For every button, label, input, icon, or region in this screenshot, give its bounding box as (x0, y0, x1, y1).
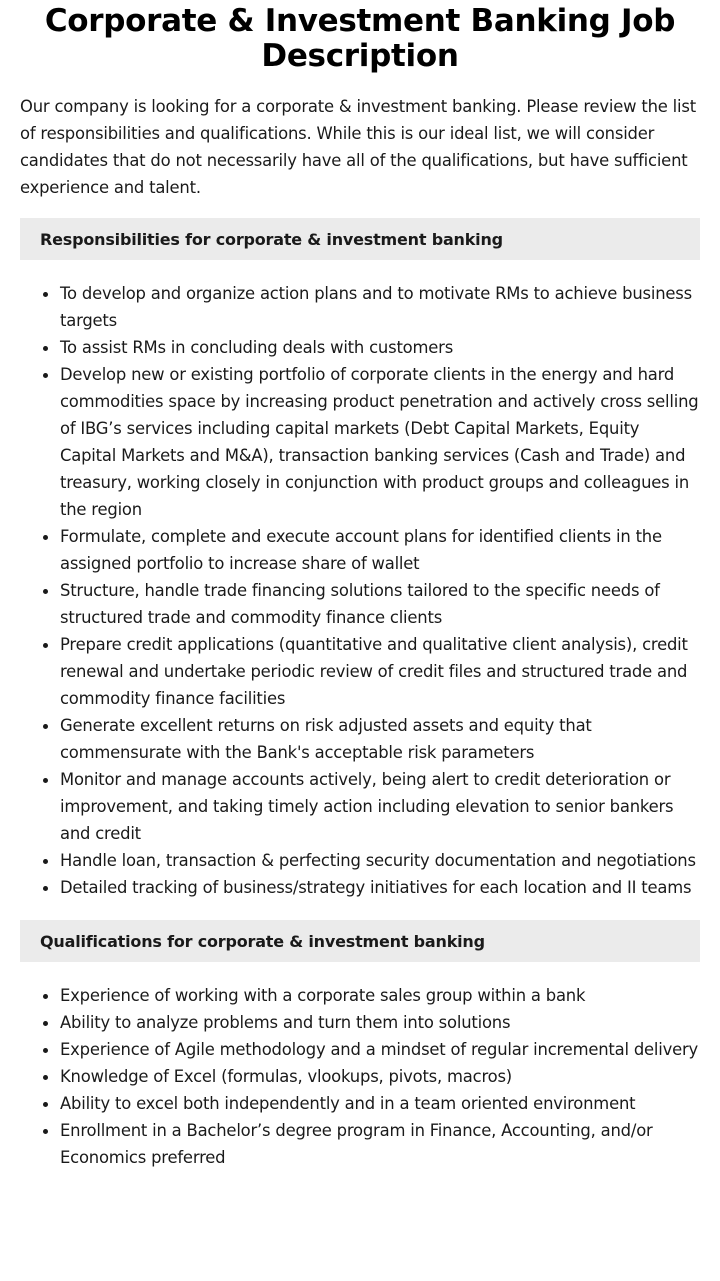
responsibilities-list (20, 280, 700, 901)
list-item: To develop and organize action plans and to motivate RMs to achieve business targets (60, 280, 700, 334)
page-title: Corporate & Investment Banking Job Description (44, 3, 676, 74)
list-item: Experience of working with a corporate sales group within a bank (60, 982, 700, 1009)
qualifications-list (20, 982, 700, 1171)
list-item: Structure, handle trade financing solutions tailored to the specific needs of structured trade and commodity finance clients (60, 577, 700, 631)
list-item: Experience of Agile methodology and a mindset of regular incremental delivery (60, 1036, 700, 1063)
responsibilities-heading: Responsibilities for corporate & investment banking (20, 218, 700, 260)
list-item: Ability to analyze problems and turn them into solutions (60, 1009, 700, 1036)
list-item: Monitor and manage accounts actively, being alert to credit deterioration or improvement, and taking timely action including elevation to senior bankers and credit (60, 766, 700, 847)
list-item: Detailed tracking of business/strategy initiatives for each location and II teams (60, 874, 700, 901)
list-item: Handle loan, transaction & perfecting security documentation and negotiations (60, 847, 700, 874)
qualifications-heading: Qualifications for corporate & investment banking (20, 920, 700, 962)
list-item: Formulate, complete and execute account plans for identified clients in the assigned portfolio to increase share of wallet (60, 523, 700, 577)
list-item: Prepare credit applications (quantitative and qualitative client analysis), credit renewal and undertake periodic review of credit files and structured trade and commodity finance facilities (60, 631, 700, 712)
list-item: Ability to excel both independently and in a team oriented environment (60, 1090, 700, 1117)
list-item: Develop new or existing portfolio of corporate clients in the energy and hard commodities space by increasing product penetration and actively cross selling of IBG’s services including capital markets (Debt Capital Markets, Equity Capital Markets and M&A), transaction banking services (Cash and Trade) and treasury, working closely in conjunction with product groups and colleagues in the region (60, 361, 700, 523)
list-item: Enrollment in a Bachelor’s degree program in Finance, Accounting, and/or Economics preferred (60, 1117, 700, 1171)
list-item: Knowledge of Excel (formulas, vlookups, pivots, macros) (60, 1063, 700, 1090)
list-item: Generate excellent returns on risk adjusted assets and equity that commensurate with the Bank's acceptable risk parameters (60, 712, 700, 766)
list-item: To assist RMs in concluding deals with customers (60, 334, 700, 361)
intro-paragraph: Our company is looking for a corporate & investment banking. Please review the list of responsibilities and qualifications. While this is our ideal list, we will consider candidates that do not necessarily have all of the qualifications, but have sufficient experience and talent. (20, 97, 696, 197)
